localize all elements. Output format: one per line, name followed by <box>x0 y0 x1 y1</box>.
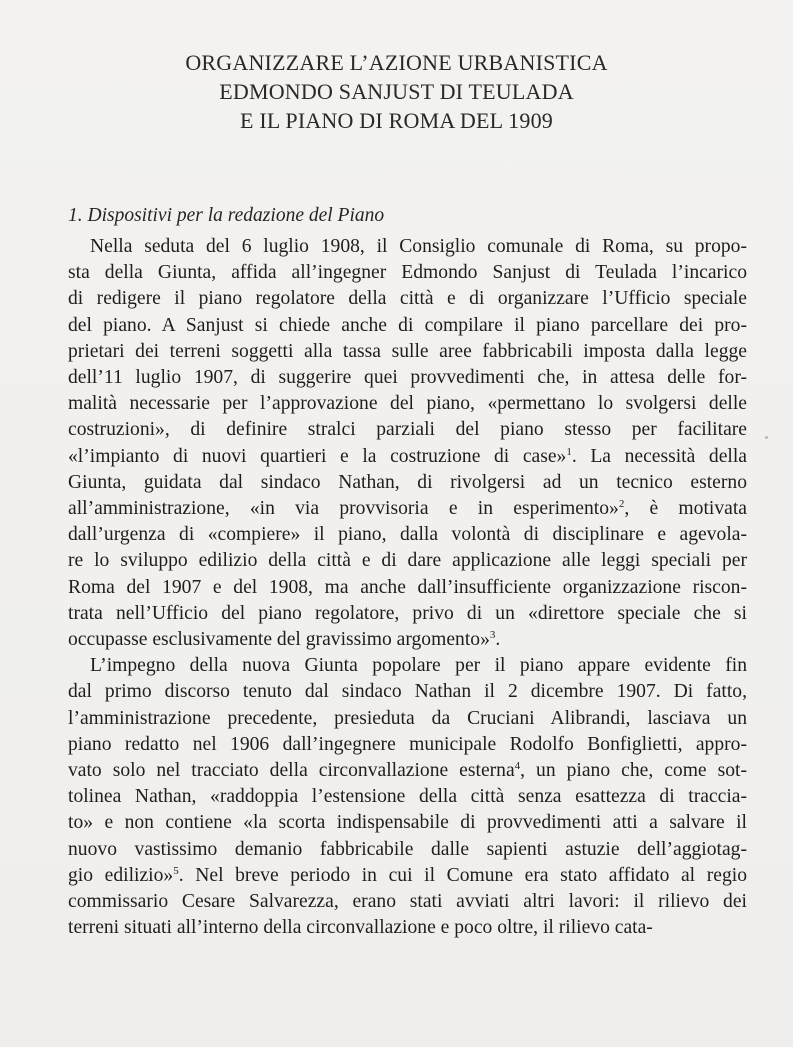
text-line-main: all’amministrazione, «in via provvisoria e in esperimento» <box>68 498 619 519</box>
text-line-main: Roma del 1907 e del 1908, ma anche dall’insufficiente organizzazione riscon- <box>68 576 747 598</box>
text-line-main: re lo sviluppo edilizio della città e di dare applicazione alle leggi speciali per <box>68 550 747 572</box>
text-line <box>68 470 747 496</box>
footnote-marker[interactable]: 4 <box>514 760 521 772</box>
text-line-main: prietari dei terreni soggetti alla tassa sulle aree fabbricabili imposta dalla legge <box>68 340 747 362</box>
text-line-main: «l’impianto di nuovi quartieri e la costruzione di case» <box>68 445 567 467</box>
text-line <box>68 706 747 732</box>
text-line-main: nuovo vastissimo demanio fabbricabile dalle sapienti astuzie dell’aggiotag- <box>68 838 747 860</box>
text-line-main: l’amministrazione precedente, presieduta da Cruciani Alibrandi, lasciava un <box>68 707 747 729</box>
chapter-title-line-2: EDMONDO SANJUST DI TEULADA <box>219 79 574 104</box>
text-line-main: sta della Giunta, affida all’ingegner Edmondo Sanjust di Teulada l’incarico <box>68 262 747 284</box>
chapter-title-line-3: E IL PIANO DI ROMA DEL 1909 <box>240 108 553 133</box>
footnote-marker[interactable]: 2 <box>618 498 625 510</box>
text-line-main: Nella seduta del 6 luglio 1908, il Consiglio comunale di Roma, su propo- <box>90 236 747 257</box>
text-line <box>68 679 747 705</box>
text-line <box>68 601 747 627</box>
text-line-main: L’impegno della nuova Giunta popolare per il piano appare evidente fin <box>90 655 747 677</box>
text-line-continuation: , un piano che, come sot- <box>520 760 747 781</box>
text-line-continuation: . <box>495 629 501 650</box>
text-line <box>68 286 747 312</box>
text-line <box>68 627 747 653</box>
text-line-continuation: . Nel breve periodo in cui il Comune era stato affidato al regio <box>178 864 747 886</box>
text-line-main: occupasse esclusivamente del gravissimo argomento» <box>68 629 490 650</box>
footnote-marker[interactable]: 3 <box>489 629 496 641</box>
text-line <box>68 417 747 443</box>
text-line <box>68 444 747 470</box>
text-line-main: dal primo discorso tenuto dal sindaco Nathan il 2 dicembre 1907. Di fatto, <box>68 681 747 703</box>
text-line <box>90 653 747 679</box>
text-line-main: dell’11 luglio 1907, di suggerire quei provvedimenti che, in attesa delle for- <box>68 367 747 388</box>
text-line <box>68 575 747 601</box>
text-line-main: del piano. A Sanjust si chiede anche di compilare il piano parcellare dei pro- <box>68 314 747 336</box>
text-line-main: tolinea Nathan, «raddoppia l’estensione della città senza esattezza di tracciа- <box>68 786 747 808</box>
chapter-title-line-1: ORGANIZZARE L’AZIONE URBANISTICA <box>185 50 608 75</box>
text-line <box>68 548 747 574</box>
footnote-marker[interactable]: 1 <box>566 445 572 458</box>
text-line-main: trata nell’Ufficio del piano regolatore, privo di un «direttore speciale che si <box>68 602 747 624</box>
text-line-main: Giunta, guidata dal sindaco Nathan, di rivolgersi ad un tecnico esterno <box>68 471 747 493</box>
text-line-main: di redigere il piano regolatore della città e di organizzare l’Ufficio speciale <box>68 288 747 310</box>
text-line-continuation: . La necessità della <box>571 445 747 467</box>
text-line <box>68 863 747 889</box>
text-line-main: piano redatto nel 1906 dall’ingegnere municipale Rodolfo Bonfiglietti, appro- <box>68 733 747 755</box>
text-line-main: commissario Cesare Salvarezza, erano stati avviati altri lavori: il rilievo dei <box>68 891 747 912</box>
text-line <box>68 758 747 784</box>
text-line <box>68 260 747 286</box>
text-line <box>68 339 747 365</box>
text-line <box>68 915 747 941</box>
text-line-main: dall’urgenza di «compiere» il piano, dalla volontà di disciplinare e agevola- <box>68 524 747 546</box>
text-line-main: terreni situati all’interno della circonvallazione e poco oltre, il rilievo cata- <box>68 917 653 939</box>
text-line <box>90 234 747 260</box>
text-line <box>68 889 747 915</box>
text-line <box>68 391 747 417</box>
scan-speck <box>765 436 768 439</box>
text-line <box>68 365 747 391</box>
text-line <box>68 810 747 836</box>
text-line-main: to» e non contiene «la scorta indispensabile di provvedimenti atti a salvare il <box>68 812 747 834</box>
text-line-main: gio edilizio» <box>68 864 174 886</box>
text-line-main: vato solo nel tracciato della circonvallazione esterna <box>68 760 515 781</box>
text-line-main: malità necessarie per l’approvazione del piano, «permettano lo svolgersi delle <box>68 393 747 415</box>
text-line <box>68 496 747 522</box>
text-line <box>68 837 747 863</box>
text-line-continuation: , è motivata <box>624 498 747 519</box>
text-line <box>68 522 747 548</box>
text-line <box>68 784 747 810</box>
text-line <box>68 313 747 339</box>
text-line <box>68 732 747 758</box>
footnote-marker[interactable]: 5 <box>173 864 179 877</box>
section-heading: 1. Dispositivi per la redazione del Piano <box>68 205 385 226</box>
text-line-main: costruzioni», di definire stralci parziali del piano stesso per facilitare <box>68 419 747 441</box>
